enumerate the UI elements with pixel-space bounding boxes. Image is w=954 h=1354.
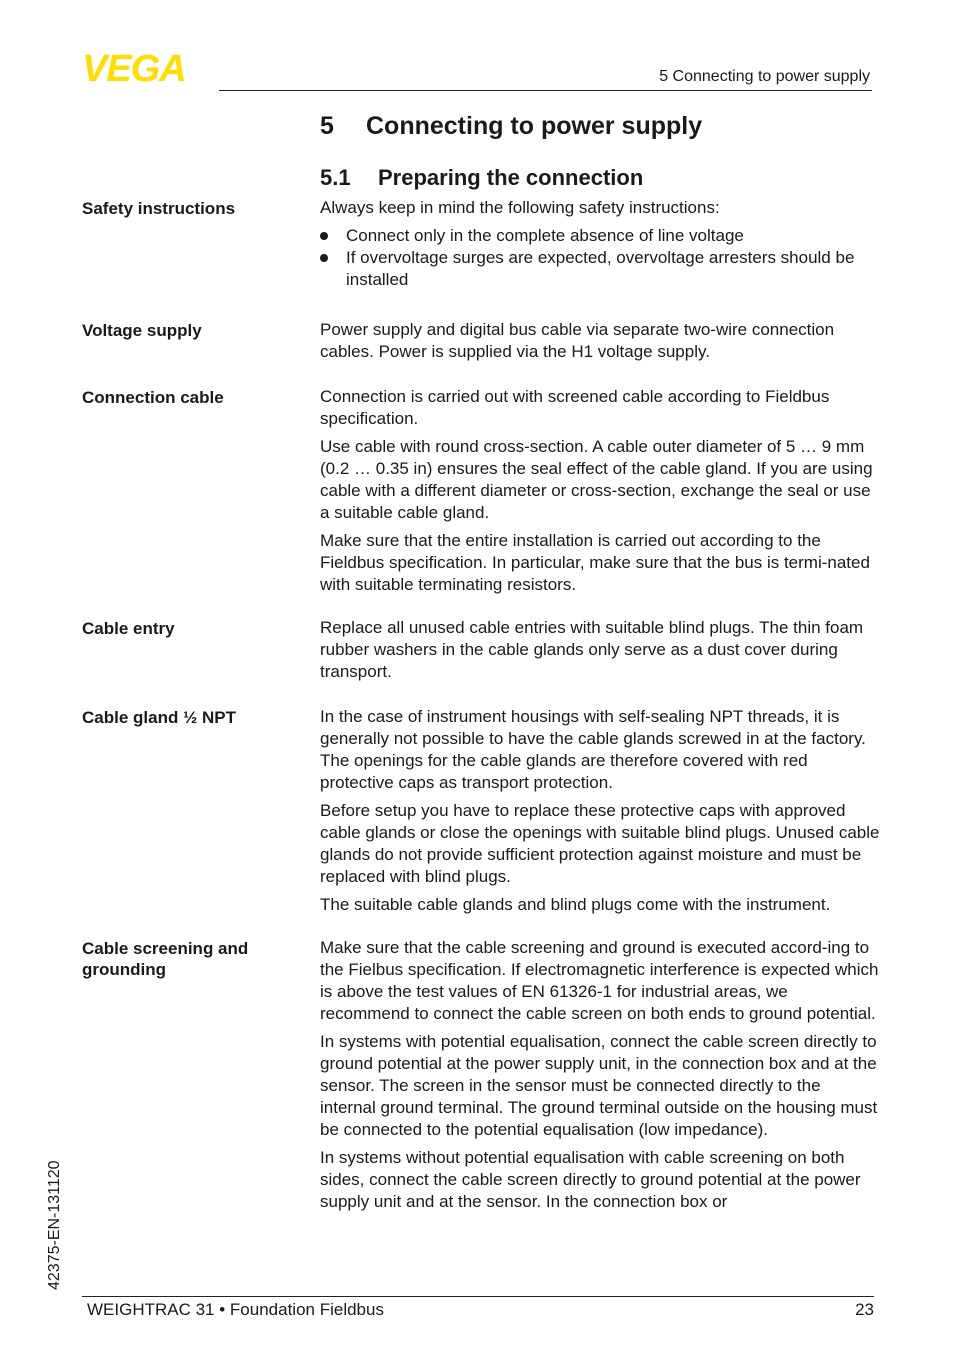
section-heading <box>320 165 643 191</box>
paragraph: The suitable cable glands and blind plugs come with the instrument. <box>320 895 831 914</box>
footer-rule <box>82 1296 874 1297</box>
running-header: 5 Connecting to power supply <box>659 68 870 85</box>
label-cable-entry: Cable entry <box>82 619 175 638</box>
paragraph: In the case of instrument housings with self-sealing NPT threads, it is generally not possible to have the cable glands screwed in at the factory. The openings for the cable glands are therefore covered with red protective caps as transport protection. <box>320 707 866 792</box>
footer-product: WEIGHTRAC 31 • Foundation Fieldbus <box>87 1300 384 1319</box>
bullet-item: If overvoltage surges are expected, overvoltage arresters should be installed <box>320 247 880 291</box>
block-cable-screening <box>320 937 880 1219</box>
document-id: 42375-EN-131120 <box>46 1160 63 1290</box>
paragraph: Before setup you have to replace these protective caps with approved cable glands or close the openings with suitable blind plugs. Unused cable glands do not provide sufficient protection against moisture and must be replaced with blind plugs. <box>320 801 880 886</box>
bullet-dot <box>320 232 328 240</box>
chapter-title: Connecting to power supply <box>366 112 703 140</box>
label-voltage-supply: Voltage supply <box>82 321 202 340</box>
paragraph: Use cable with round cross-section. A cable outer diameter of 5 … 9 mm (0.2 … 0.35 in) ensures the seal effect of the cable gland. If you are using cable with a different diameter or cross-section, exchange the seal or use a suitable cable gland. <box>320 437 873 522</box>
paragraph: Always keep in mind the following safety instructions: <box>320 198 720 217</box>
bullet-item: Connect only in the complete absence of line voltage <box>320 225 880 247</box>
paragraph: Make sure that the cable screening and ground is executed accord-ing to the Fielbus specification. If electromagnetic interference is expected which is above the test values of EN 61326-1 for industrial areas, we recommend to connect the cable screen on both ends to ground potential. <box>320 938 879 1023</box>
block-connection-cable <box>320 386 880 602</box>
paragraph: Power supply and digital bus cable via separate two-wire connection cables. Power is supplied via the H1 voltage supply. <box>320 320 835 361</box>
block-cable-entry <box>320 617 880 689</box>
label-connection-cable: Connection cable <box>82 388 224 407</box>
logo-text: VEGA <box>82 52 186 84</box>
paragraph: In systems with potential equalisation, connect the cable screen directly to ground potential at the power supply unit, in the connection box and at the sensor. The screen in the sensor must be connected directly to the internal ground terminal. The ground terminal outside on the housing must be connected to the potential equalisation (low impedance). <box>320 1032 878 1139</box>
paragraph: Connection is carried out with screened cable according to Fieldbus specification. <box>320 387 830 428</box>
page-number: 23 <box>855 1300 874 1319</box>
bullet-list <box>320 225 880 291</box>
label-cable-gland: Cable gland ½ NPT <box>82 708 236 727</box>
paragraph: In systems without potential equalisation with cable screening on both sides, connect the cable screen directly to ground potential at the power supply unit and at the sensor. In the connection box or <box>320 1148 861 1211</box>
block-safety-instructions <box>320 197 880 291</box>
chapter-heading <box>320 112 702 141</box>
paragraph: Replace all unused cable entries with suitable blind plugs. The thin foam rubber washers in the cable glands only serve as a dust cover during transport. <box>320 618 864 681</box>
section-number: 5.1 <box>320 165 351 190</box>
paragraph: Make sure that the entire installation is carried out according to the Fieldbus specification. In particular, make sure that the bus is termi-nated with suitable terminating resistors. <box>320 531 870 594</box>
header-rule <box>219 90 872 91</box>
label-cable-screening: Cable screening and grounding <box>82 939 249 979</box>
label-safety-instructions: Safety instructions <box>82 199 236 218</box>
chapter-number: 5 <box>320 112 334 140</box>
block-voltage-supply <box>320 319 880 369</box>
vega-logo <box>82 52 212 89</box>
section-title: Preparing the connection <box>378 165 644 190</box>
bullet-dot <box>320 254 328 262</box>
block-cable-gland <box>320 706 880 922</box>
